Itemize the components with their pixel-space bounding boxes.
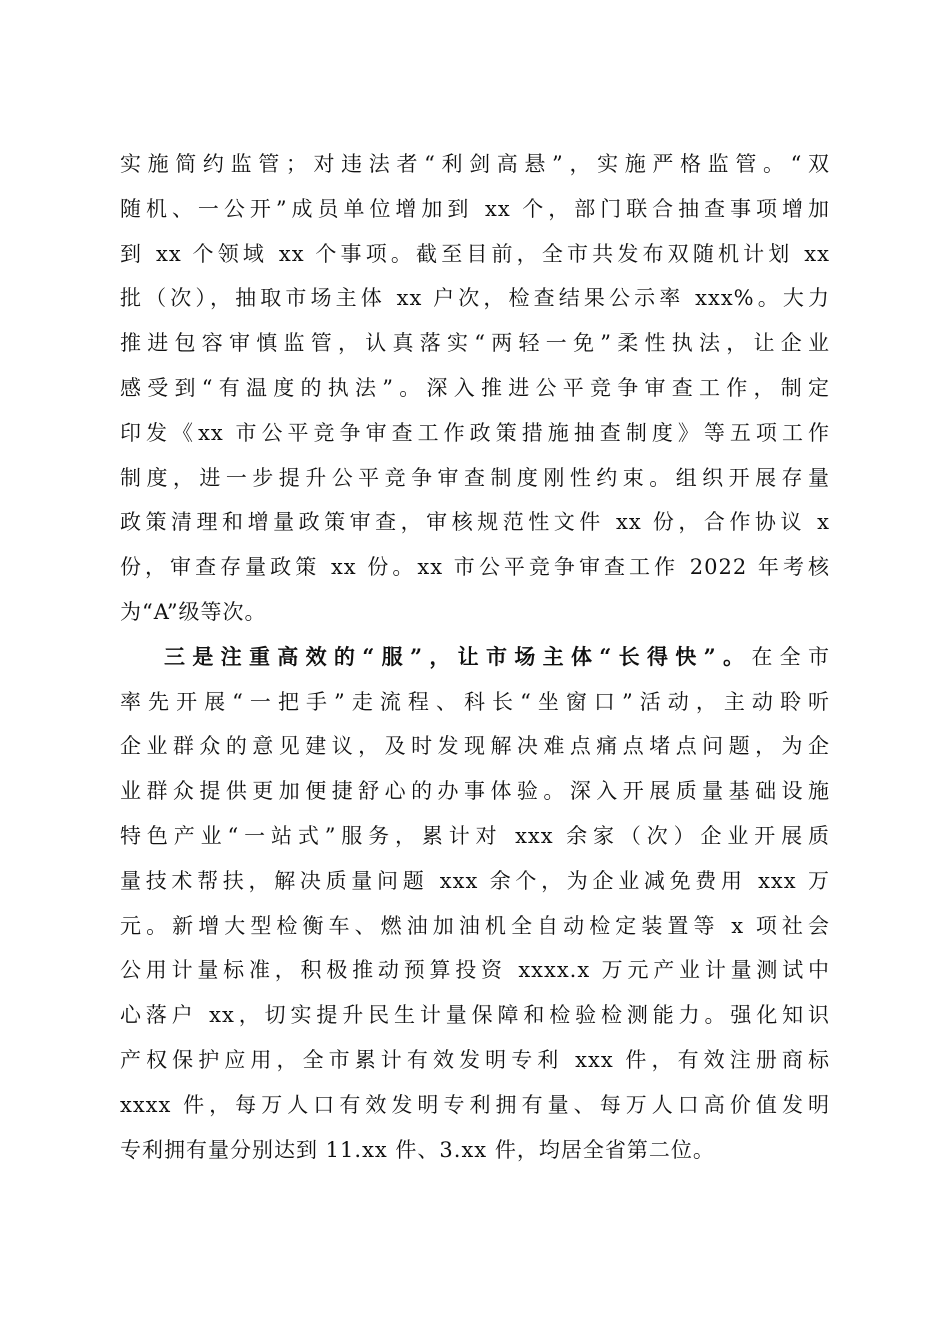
body-text [120, 142, 830, 1172]
text-line: 公用计量标准，积极推动预算投资 xxxx.x 万元产业计量测试中 [120, 958, 830, 983]
text-line: 感受到“有温度的执法”。深入推进公平竞争审查工作，制定 [120, 375, 830, 400]
text-line: 制度，进一步提升公平竞争审查制度刚性约束。组织开展存量 [120, 465, 830, 490]
paragraph-1 [120, 142, 830, 635]
text-line: 为“A”级等次。 [120, 599, 267, 624]
text-line: 企业群众的意见建议，及时发现解决难点痛点堵点问题，为企 [120, 734, 830, 759]
text-line: 随机、一公开”成员单位增加到 xx 个，部门联合抽查事项增加 [120, 196, 830, 221]
text-line: 到 xx 个领域 xx 个事项。截至目前，全市共发布双随机计划 xx [120, 241, 830, 266]
text-line: 批（次），抽取市场主体 xx 户次，检查结果公示率 xxx%。大力 [120, 286, 830, 311]
text-line: 专利拥有量分别达到 11.xx 件、3.xx 件，均居全省第二位。 [120, 1137, 715, 1162]
paragraph-lead-rest: 在全市 [751, 644, 830, 669]
text-line [120, 635, 830, 680]
text-line: 实施简约监管；对违法者“利剑高悬”，实施严格监管。“双 [120, 152, 830, 176]
text-line: 特色产业“一站式”服务，累计对 xxx 余家（次）企业开展质 [120, 823, 830, 848]
text-line: 元。新增大型检衡车、燃油加油机全自动检定装置等 x 项社会 [120, 913, 830, 938]
paragraph-lead: 三是注重高效的“服”，让市场主体“长得快”。 [164, 643, 752, 669]
text-line: 量技术帮扶，解决质量问题 xxx 余个，为企业减免费用 xxx 万 [120, 868, 830, 893]
text-line: 推进包容审慎监管，认真落实“两轻一免”柔性执法，让企业 [120, 331, 830, 356]
text-line: 印发《xx 市公平竞争审查工作政策措施抽查制度》等五项工作 [120, 420, 830, 445]
text-line: 业群众提供更加便捷舒心的办事体验。深入开展质量基础设施 [120, 779, 830, 804]
paragraph-2 [120, 635, 830, 1173]
text-line: 率先开展“一把手”走流程、科长“坐窗口”活动，主动聆听 [120, 689, 830, 714]
text-line: xxxx 件，每万人口有效发明专利拥有量、每万人口高价值发明 [120, 1092, 830, 1117]
text-line: 份，审查存量政策 xx 份。xx 市公平竞争审查工作 2022 年考核 [120, 555, 830, 580]
text-line: 政策清理和增量政策审查，审核规范性文件 xx 份，合作协议 x [120, 510, 830, 535]
text-line: 产权保护应用，全市累计有效发明专利 xxx 件，有效注册商标 [120, 1047, 830, 1072]
text-line: 心落户 xx，切实提升民生计量保障和检验检测能力。强化知识 [120, 1003, 830, 1028]
